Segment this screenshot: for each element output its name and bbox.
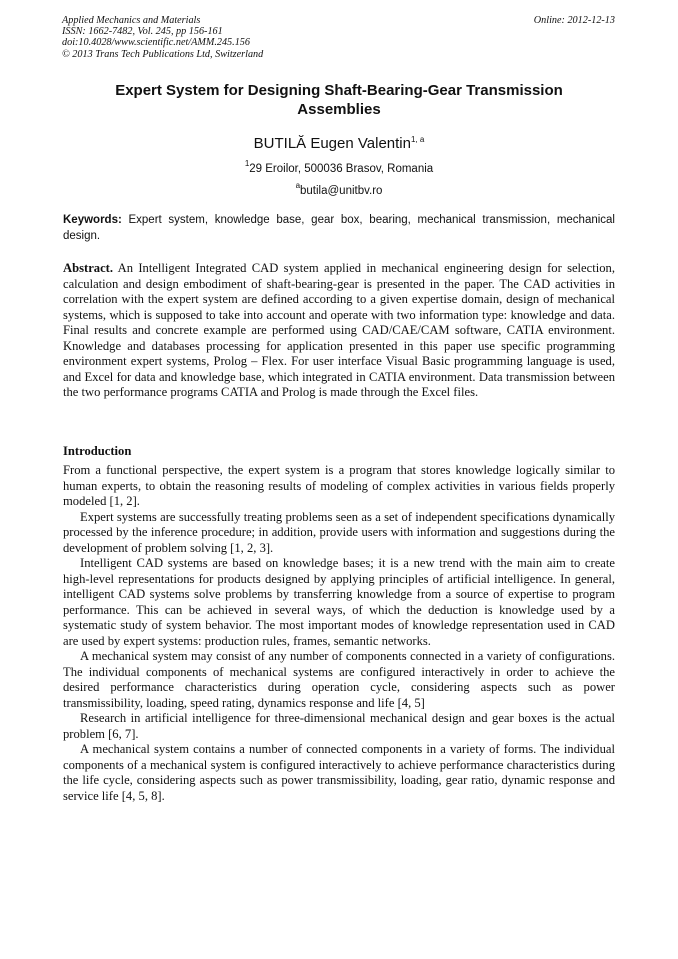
copyright-notice: © 2013 Trans Tech Publications Ltd, Switzerland [62, 48, 264, 60]
paragraph: A mechanical system contains a number of connected components in a variety of forms. The individual components of a mechanical system is configured interactively to achieve performance characteristics during the life cycle, considering aspects such as power transmissibility, loading, gear ratio, dynamic response and service life [4, 5, 8]. [63, 742, 615, 803]
affiliation-email [0, 179, 678, 198]
abstract-block [63, 261, 615, 401]
email-mark: a [295, 181, 301, 190]
abstract-label: Abstract. [63, 261, 114, 275]
journal-doi: doi:10.4028/www.scientific.net/AMM.245.156 [62, 37, 250, 49]
author-name: BUTILĂ Eugen Valentin [253, 135, 411, 152]
keywords-block [63, 213, 615, 244]
introduction-body [63, 463, 615, 804]
journal-header [62, 15, 263, 60]
affiliation-address [0, 157, 678, 176]
author-marks: 1, a [410, 135, 425, 144]
affiliation-text: 29 Eroilor, 500036 Brasov, Romania [249, 163, 434, 175]
paragraph: Intelligent CAD systems are based on knowledge bases; it is a new trend with the main aim to create high-level representations for products designed by applying principles of artificial intelligence. In general, intelligent CAD systems solve problems by transferring knowledge from a source of expertise to program performance. This can be achieved in several ways, of which the deduction is knowledge used by a systematic study of system behavior. The most important modes of knowledge representation used in CAD are used by expert systems: production rules, frames, semantic networks. [63, 556, 615, 648]
author-line [0, 131, 678, 153]
paragraph: Research in artificial intelligence for three-dimensional mechanical design and gear boxes is the actual problem [6, 7]. [63, 711, 615, 741]
keywords-text: Expert system, knowledge base, gear box, bearing, mechanical transmission, mechanical design. [63, 214, 615, 242]
email-text: butila@unitbv.ro [300, 185, 383, 197]
introduction-heading: Introduction [63, 444, 132, 458]
paragraph: From a functional perspective, the expert system is a program that stores knowledge logically similar to human experts, to obtain the reasoning results of modeling of complex activities in various fields properly modeled [1, 2]. [63, 463, 615, 508]
paragraph: A mechanical system may consist of any number of components connected in a variety of configurations. The individual components of mechanical systems are configured interactively in order to achieve the desired performance characteristics during operation cycle, considering aspects such as power transmissibility, loading, speed rating, dynamics response and life [4, 5] [63, 649, 615, 710]
affiliation-mark: 1 [244, 159, 250, 168]
keywords-label: Keywords: [63, 214, 122, 226]
paragraph: Expert systems are successfully treating problems seen as a set of independent specifications dynamically processed by the inference procedure; in addition, provide users with information and suggestions during the development of problem solving [1, 2, 3]. [63, 509, 615, 555]
online-date: Online: 2012-12-13 [533, 15, 615, 26]
journal-issn: ISSN: 1662-7482, Vol. 245, pp 156-161 [62, 26, 223, 38]
abstract-text: An Intelligent Integrated CAD system applied in mechanical engineering design for selection, calculation and design embodiment of shaft-bearing-gear is presented in the paper. The CAD activities in correlation with the expert system are defined according to a given expertise domain, design of mechanical systems, which is supposed to take into account and operate with two information type: knowledge and data. Final results and concrete example are performed using CAD/CAE/CAM software, CATIA environment. Knowledge and databases processing for application presented in this paper use specific programming environment expert systems, Prolog – Flex. For user interface Visual Basic programming language is used, and Excel for data and knowledge base, which integrated in CATIA environment. Data transmission between the two performance programs CATIA and Prolog is made through the Excel files. [63, 261, 615, 399]
journal-name: Applied Mechanics and Materials [62, 15, 201, 26]
paper-title: Expert System for Designing Shaft-Bearing-Gear Transmission Assemblies [115, 82, 563, 118]
